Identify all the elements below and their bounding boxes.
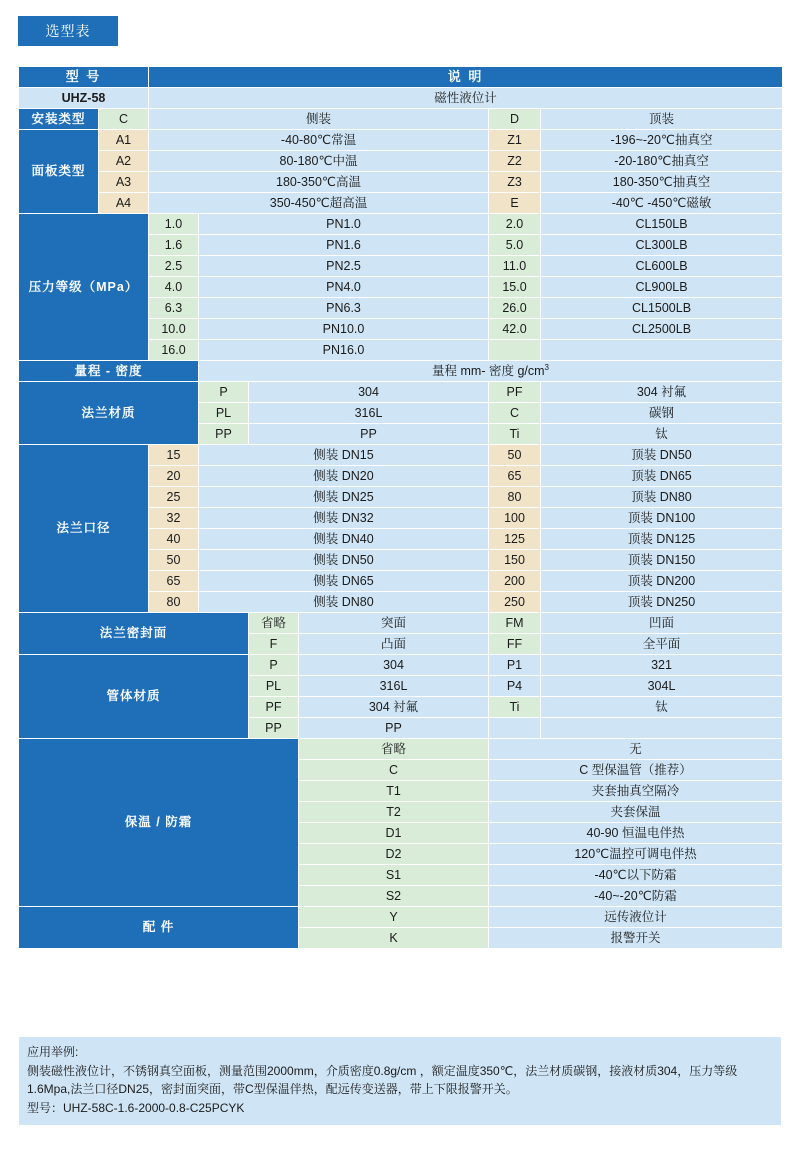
flange-bore-desc: 侧装 DN40 <box>199 529 489 550</box>
range-density-desc-text: 量程 mm- 密度 g/cm <box>432 364 545 379</box>
table-row <box>19 907 783 928</box>
selection-table-wrapper <box>18 66 782 949</box>
flange-bore-desc-right: 顶装 DN100 <box>541 508 783 529</box>
install-type-left-desc: 侧装 <box>149 109 489 130</box>
table-row <box>19 382 783 403</box>
selection-table <box>18 66 783 949</box>
flange-bore-desc: 侧装 DN50 <box>199 550 489 571</box>
table-header-row <box>19 67 783 88</box>
flange-material-desc-right: 碳钢 <box>541 403 783 424</box>
pressure-desc-right: CL1500LB <box>541 298 783 319</box>
flange-material-label: 法兰材质 <box>19 382 199 445</box>
panel-type-code-right: Z1 <box>489 130 541 151</box>
flange-material-code-right: C <box>489 403 541 424</box>
table-row <box>19 655 783 676</box>
note-line-2: 侧装磁性液位计，不锈钢真空面板，测量范围2000mm，介质密度0.8g/cm ，额定温度350℃，法兰材质碳钢，接液材质304，压力等级1.6Mpa,法兰口径DN25，密封面突面，带C型保温伴热，配远传变送器，带上下限报警开关。 <box>27 1063 738 1097</box>
panel-type-label: 面板类型 <box>19 130 99 214</box>
panel-type-desc: -40-80℃常温 <box>149 130 489 151</box>
flange-bore-desc: 侧装 DN15 <box>199 445 489 466</box>
pressure-desc-right: CL600LB <box>541 256 783 277</box>
header-model: 型 号 <box>19 67 149 88</box>
insulation-label: 保温 / 防霜 <box>19 739 299 907</box>
panel-type-desc: 350-450℃超高温 <box>149 193 489 214</box>
pressure-code: 6.3 <box>149 298 199 319</box>
flange-bore-desc-right: 顶装 DN250 <box>541 592 783 613</box>
flange-seal-code: 省略 <box>249 613 299 634</box>
header-desc: 说 明 <box>149 67 783 88</box>
pressure-code-right: 5.0 <box>489 235 541 256</box>
flange-bore-desc-right: 顶装 DN50 <box>541 445 783 466</box>
pressure-code-right: 2.0 <box>489 214 541 235</box>
flange-bore-desc: 侧装 DN80 <box>199 592 489 613</box>
panel-type-desc-right: -20-180℃抽真空 <box>541 151 783 172</box>
flange-seal-desc-right: 凹面 <box>541 613 783 634</box>
flange-bore-desc: 侧装 DN32 <box>199 508 489 529</box>
insulation-code: S1 <box>299 865 489 886</box>
flange-bore-code: 15 <box>149 445 199 466</box>
flange-bore-code: 40 <box>149 529 199 550</box>
flange-bore-desc-right: 顶装 DN65 <box>541 466 783 487</box>
range-density-label: 量程 - 密度 <box>19 361 199 382</box>
insulation-desc: -40℃以下防霜 <box>489 865 783 886</box>
panel-type-code: A4 <box>99 193 149 214</box>
flange-bore-desc-right: 顶装 DN200 <box>541 571 783 592</box>
flange-seal-desc: 凸面 <box>299 634 489 655</box>
table-row-range-density <box>19 361 783 382</box>
pressure-code-right <box>489 340 541 361</box>
flange-bore-code: 25 <box>149 487 199 508</box>
tube-material-code: P <box>249 655 299 676</box>
flange-seal-desc: 突面 <box>299 613 489 634</box>
tube-material-desc-right: 钛 <box>541 697 783 718</box>
panel-type-desc-right: -40℃ -450℃磁敏 <box>541 193 783 214</box>
flange-material-desc: PP <box>249 424 489 445</box>
table-row-model <box>19 88 783 109</box>
tube-material-code: PL <box>249 676 299 697</box>
flange-bore-desc: 侧装 DN20 <box>199 466 489 487</box>
flange-material-code-right: Ti <box>489 424 541 445</box>
tube-material-code-right: Ti <box>489 697 541 718</box>
tube-material-desc-right: 321 <box>541 655 783 676</box>
install-type-right-code: D <box>489 109 541 130</box>
tube-material-label: 管体材质 <box>19 655 249 739</box>
flange-material-desc: 304 <box>249 382 489 403</box>
panel-type-desc-right: -196~-20℃抽真空 <box>541 130 783 151</box>
insulation-desc: 夹套保温 <box>489 802 783 823</box>
insulation-code: C <box>299 760 489 781</box>
pressure-desc: PN1.6 <box>199 235 489 256</box>
flange-material-code: P <box>199 382 249 403</box>
table-row <box>19 445 783 466</box>
pressure-code: 1.6 <box>149 235 199 256</box>
pressure-desc: PN2.5 <box>199 256 489 277</box>
install-type-label: 安装类型 <box>19 109 99 130</box>
flange-bore-code-right: 250 <box>489 592 541 613</box>
flange-seal-desc-right: 全平面 <box>541 634 783 655</box>
table-row <box>19 613 783 634</box>
pressure-desc: PN10.0 <box>199 319 489 340</box>
panel-type-desc: 180-350℃高温 <box>149 172 489 193</box>
accessories-desc: 远传液位计 <box>489 907 783 928</box>
pressure-desc-right <box>541 340 783 361</box>
pressure-code-right: 42.0 <box>489 319 541 340</box>
tube-material-desc: 304 衬氟 <box>299 697 489 718</box>
flange-bore-code: 50 <box>149 550 199 571</box>
accessories-code: Y <box>299 907 489 928</box>
flange-bore-desc-right: 顶装 DN125 <box>541 529 783 550</box>
pressure-desc-right: CL150LB <box>541 214 783 235</box>
table-row <box>19 172 783 193</box>
flange-bore-code-right: 200 <box>489 571 541 592</box>
pressure-desc: PN16.0 <box>199 340 489 361</box>
panel-type-desc-right: 180-350℃抽真空 <box>541 172 783 193</box>
flange-seal-code: F <box>249 634 299 655</box>
flange-seal-label: 法兰密封面 <box>19 613 249 655</box>
model-code: UHZ-58 <box>19 88 149 109</box>
flange-material-desc-right: 钛 <box>541 424 783 445</box>
pressure-desc-right: CL300LB <box>541 235 783 256</box>
flange-material-code: PP <box>199 424 249 445</box>
flange-bore-desc: 侧装 DN25 <box>199 487 489 508</box>
note-line-3: 型号：UHZ-58C-1.6-2000-0.8-C25PCYK <box>27 1100 245 1115</box>
flange-bore-desc-right: 顶装 DN80 <box>541 487 783 508</box>
table-row <box>19 214 783 235</box>
tube-material-code: PF <box>249 697 299 718</box>
tube-material-code-right: P1 <box>489 655 541 676</box>
pressure-label: 压力等级（MPa） <box>19 214 149 361</box>
accessories-code: K <box>299 928 489 949</box>
panel-type-desc: 80-180℃中温 <box>149 151 489 172</box>
flange-material-code-right: PF <box>489 382 541 403</box>
insulation-code: T1 <box>299 781 489 802</box>
insulation-desc: C 型保温管（推荐） <box>489 760 783 781</box>
pressure-code: 2.5 <box>149 256 199 277</box>
accessories-desc: 报警开关 <box>489 928 783 949</box>
flange-bore-desc-right: 顶装 DN150 <box>541 550 783 571</box>
table-row <box>19 151 783 172</box>
flange-bore-code: 20 <box>149 466 199 487</box>
insulation-desc: 40-90 恒温电伴热 <box>489 823 783 844</box>
install-type-left-code: C <box>99 109 149 130</box>
pressure-code-right: 11.0 <box>489 256 541 277</box>
insulation-code: D2 <box>299 844 489 865</box>
pressure-code-right: 15.0 <box>489 277 541 298</box>
flange-bore-desc: 侧装 DN65 <box>199 571 489 592</box>
panel-type-code-right: E <box>489 193 541 214</box>
range-density-sup: 3 <box>544 363 549 373</box>
pressure-desc: PN4.0 <box>199 277 489 298</box>
table-row <box>19 739 783 760</box>
flange-bore-code-right: 50 <box>489 445 541 466</box>
panel-type-code: A3 <box>99 172 149 193</box>
insulation-code: S2 <box>299 886 489 907</box>
tube-material-code: PP <box>249 718 299 739</box>
flange-material-desc-right: 304 衬氟 <box>541 382 783 403</box>
pressure-desc: PN6.3 <box>199 298 489 319</box>
pressure-code: 1.0 <box>149 214 199 235</box>
insulation-code: 省略 <box>299 739 489 760</box>
tube-material-desc-right: 304L <box>541 676 783 697</box>
pressure-desc-right: CL2500LB <box>541 319 783 340</box>
pressure-code-right: 26.0 <box>489 298 541 319</box>
flange-bore-label: 法兰口径 <box>19 445 149 613</box>
pressure-code: 10.0 <box>149 319 199 340</box>
pressure-code: 4.0 <box>149 277 199 298</box>
flange-material-code: PL <box>199 403 249 424</box>
tube-material-desc-right <box>541 718 783 739</box>
install-type-right-desc: 顶装 <box>541 109 783 130</box>
page-title: 选型表 <box>18 16 118 46</box>
tube-material-code-right <box>489 718 541 739</box>
tube-material-desc: 316L <box>299 676 489 697</box>
application-example-note <box>18 1036 782 1126</box>
flange-bore-code: 65 <box>149 571 199 592</box>
panel-type-code-right: Z3 <box>489 172 541 193</box>
flange-bore-code-right: 100 <box>489 508 541 529</box>
flange-seal-code-right: FM <box>489 613 541 634</box>
insulation-desc: 夹套抽真空隔冷 <box>489 781 783 802</box>
insulation-desc: 无 <box>489 739 783 760</box>
model-desc: 磁性液位计 <box>149 88 783 109</box>
table-row <box>19 193 783 214</box>
flange-material-desc: 316L <box>249 403 489 424</box>
table-row <box>19 130 783 151</box>
flange-bore-code-right: 150 <box>489 550 541 571</box>
flange-bore-code: 80 <box>149 592 199 613</box>
insulation-code: T2 <box>299 802 489 823</box>
flange-bore-code-right: 125 <box>489 529 541 550</box>
flange-bore-code-right: 80 <box>489 487 541 508</box>
pressure-desc: PN1.0 <box>199 214 489 235</box>
flange-bore-code: 32 <box>149 508 199 529</box>
insulation-desc: -40~-20℃防霜 <box>489 886 783 907</box>
panel-type-code: A2 <box>99 151 149 172</box>
tube-material-desc: 304 <box>299 655 489 676</box>
pressure-desc-right: CL900LB <box>541 277 783 298</box>
tube-material-desc: PP <box>299 718 489 739</box>
panel-type-code-right: Z2 <box>489 151 541 172</box>
range-density-desc <box>199 361 783 382</box>
flange-seal-code-right: FF <box>489 634 541 655</box>
pressure-code: 16.0 <box>149 340 199 361</box>
insulation-desc: 120℃温控可调电伴热 <box>489 844 783 865</box>
table-row-install-type <box>19 109 783 130</box>
tube-material-code-right: P4 <box>489 676 541 697</box>
insulation-code: D1 <box>299 823 489 844</box>
accessories-label: 配 件 <box>19 907 299 949</box>
panel-type-code: A1 <box>99 130 149 151</box>
note-line-1: 应用举例: <box>27 1045 79 1059</box>
flange-bore-code-right: 65 <box>489 466 541 487</box>
